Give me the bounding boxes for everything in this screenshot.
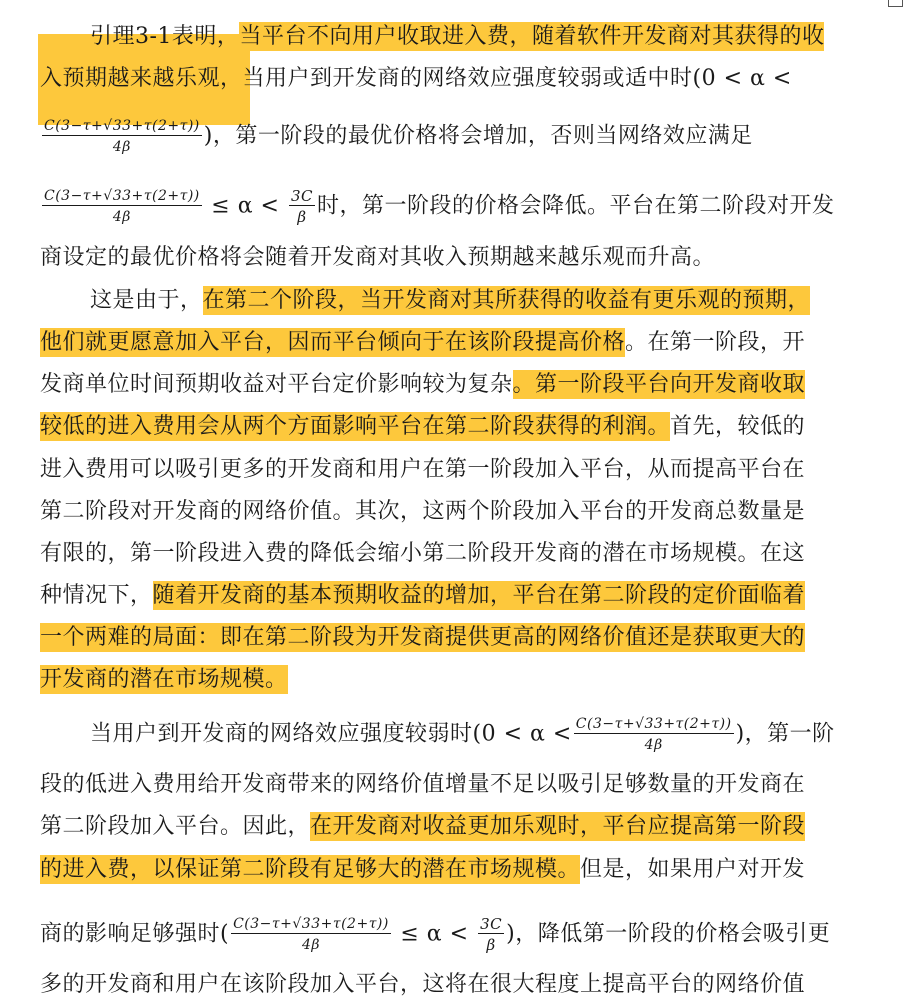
text-line: 种情况下，随着开发商的基本预期收益的增加，平台在第二阶段的定价面临着 xyxy=(40,583,806,608)
highlighted-text: 他们就更愿意加入平台，因而平台倾向于在该阶段提高价格 xyxy=(40,330,626,355)
text-line: 第二阶段对开发商的网络价值。其次，这两个阶段加入平台的开发商总数量是 xyxy=(40,499,806,524)
text-line: 有限的，第一阶段进入费的降低会缩小第二阶段开发商的潜在市场规模。在这 xyxy=(40,541,806,566)
text-line: $\frac{C(3-\tau+√33+\tau(2+\tau))}{4\beta}$ )，第一阶段的最优价格将会增加，否则当网络效应满足 xyxy=(44,118,753,155)
text-line: $\frac{C(3-\tau+√33+\tau(2+\tau))}{4\beta}$ ≤ α < $\frac{3C}{\beta}$ 时，第一阶段的价格会降低。平台在第二阶段对开发 xyxy=(44,187,835,226)
highlighted-text: 当平台不向用户收取进入费，随着软件开发商对其获得的收 xyxy=(239,24,825,49)
fraction: $\frac{C(3-\tau+√33+\tau(2+\tau))}{4\beta}$ xyxy=(44,188,200,225)
text-line: 段的低进入费用给开发商带来的网络价值增量不足以吸引足够数量的开发商在 xyxy=(40,772,806,797)
text-line: 商的影响足够强时( $\frac{C(3-\tau+√33+\tau(2+\tau))}{4\beta}$ ≤ α < $\frac{3C}{\beta}$ )，降低第一阶段的价格会吸引更 xyxy=(40,915,831,954)
highlighted-text: 入预期越来越乐观 xyxy=(40,66,221,91)
highlighted-text: 开发商的潜在市场规模。 xyxy=(40,667,288,692)
text-line: 商设定的最优价格将会随着开发商对其收入预期越来越乐观而升高。 xyxy=(40,245,716,270)
fraction: $\frac{3C}{\beta}$ xyxy=(291,187,314,226)
text-line: 这是由于，在第二个阶段，当开发商对其所获得的收益有更乐观的预期， xyxy=(90,288,811,313)
text-line: 发商单位时间预期收益对平台定价影响较为复杂。第一阶段平台向开发商收取 xyxy=(40,372,806,397)
text-line xyxy=(40,623,906,653)
highlighted-text: 在第二个阶段，当开发商对其所获得的收益有更乐观的预期， xyxy=(202,288,811,313)
highlighted-text: 较低的进入费用会从两个方面影响平台在第二阶段获得的利润。 xyxy=(40,414,671,439)
highlighted-text: 在开发商对收益更加乐观时，平台应提高第一阶段 xyxy=(310,814,806,839)
text-line-partial: 多的开发商和用户在该阶段加入平台，这将在很大程度上提高平台的网络价值 xyxy=(40,972,806,997)
text-line: 进入费用可以吸引更多的开发商和用户在第一阶段加入平台，从而提高平台在 xyxy=(40,457,806,482)
highlighted-text: 随着开发商的基本预期收益的增加，平台在第二阶段的定价面临着 xyxy=(152,583,806,608)
fraction: $\frac{C(3-\tau+√33+\tau(2+\tau))}{4\beta}$ xyxy=(44,118,200,155)
page-corner-icon xyxy=(888,0,903,7)
highlighted-text: 。第一阶段平台向开发商收取 xyxy=(512,372,806,397)
text-line: 入预期越来越乐观，当用户到开发商的网络效应强度较弱或适中时(0 < α < xyxy=(40,66,792,91)
fraction: $\frac{C(3-\tau+√33+\tau(2+\tau))}{4\beta}$ xyxy=(233,916,389,953)
text-line: 第二阶段加入平台。因此，在开发商对收益更加乐观时，平台应提高第一阶段 xyxy=(40,814,806,839)
text-line: 引理3-1表明，当平台不向用户收取进入费，随着软件开发商对其获得的收 xyxy=(90,24,825,49)
fraction: $\frac{3C}{\beta}$ xyxy=(480,915,503,954)
highlighted-text: 一个两难的局面：即在第二阶段为开发商提供更高的网络价值还是获取更大的 xyxy=(40,625,806,650)
highlighted-text: 的进入费，以保证第二阶段有足够大的潜在市场规模。 xyxy=(40,857,581,882)
text-line: 当用户到开发商的网络效应强度较弱时(0 < α < $\frac{C(3-\tau+√33+\tau(2+\tau))}{4\beta}$ )，第一阶 xyxy=(90,716,835,753)
text-line: 他们就更愿意加入平台，因而平台倾向于在该阶段提高价格。在第一阶段，开 xyxy=(40,330,806,355)
text-line xyxy=(40,665,906,695)
fraction: $\frac{C(3-\tau+√33+\tau(2+\tau))}{4\beta}$ xyxy=(575,716,732,753)
text-line: 较低的进入费用会从两个方面影响平台在第二阶段获得的利润。首先，较低的 xyxy=(40,414,806,439)
text-line: 的进入费，以保证第二阶段有足够大的潜在市场规模。但是，如果用户对开发 xyxy=(40,857,806,882)
